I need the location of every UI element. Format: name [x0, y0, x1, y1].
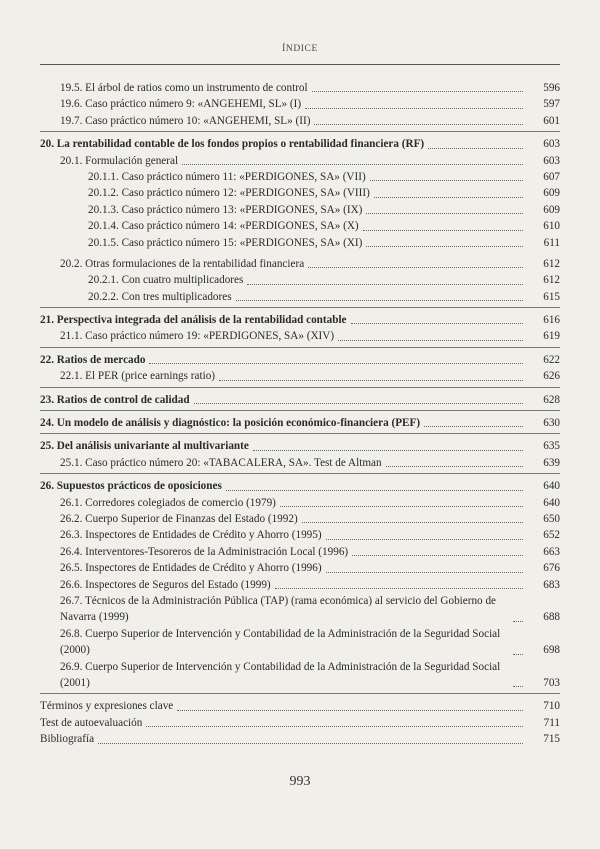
section-separator [40, 347, 560, 348]
toc-entry[interactable] [40, 392, 560, 408]
toc-entry[interactable] [40, 235, 560, 251]
toc-entry[interactable] [40, 352, 560, 368]
toc-entry-page: 640 [543, 480, 560, 493]
toc-entry-title: 21. Perspectiva integrada del análisis de la rentabilidad contable [40, 314, 347, 327]
toc-entry-title: 26.3. Inspectores de Entidades de Crédito y Ahorro (1995) [60, 529, 322, 542]
toc-entry-page: 650 [543, 512, 560, 525]
toc-entry-title: 24. Un modelo de análisis y diagnóstico: la posición económico-financiera (PEF) [40, 417, 421, 430]
dot-leader [247, 284, 523, 285]
dot-leader [98, 743, 523, 744]
dot-leader [351, 323, 523, 324]
dot-leader [370, 180, 523, 181]
toc-entry-title: 20. La rentabilidad contable de los fondos propios o rentabilidad financiera (RF) [40, 138, 425, 151]
section-separator [40, 473, 560, 474]
toc-entry[interactable] [40, 328, 560, 344]
toc-entry[interactable] [40, 560, 560, 576]
toc-entry-page: 688 [543, 611, 560, 624]
dot-leader [338, 340, 523, 341]
section-separator [40, 307, 560, 308]
toc-entry[interactable] [40, 415, 560, 431]
toc-entry[interactable] [40, 731, 560, 747]
toc-entry-page: 640 [543, 496, 560, 509]
dot-leader [513, 686, 523, 687]
toc-entry-title: 25.1. Caso práctico número 20: «TABACALERA, SA». Test de Altman [60, 456, 382, 469]
toc-entry[interactable] [40, 80, 560, 96]
dot-leader [366, 246, 523, 247]
toc-entry[interactable] [40, 218, 560, 234]
dot-leader [308, 267, 523, 268]
dot-leader [302, 522, 523, 523]
toc-entry-title: 26. Supuestos prácticos de oposiciones [40, 480, 222, 493]
toc-entry[interactable] [40, 438, 560, 454]
toc-entry[interactable] [40, 715, 560, 731]
toc-entry-title: 19.5. El árbol de ratios como un instrumento de control [60, 81, 308, 94]
toc-entry[interactable] [40, 96, 560, 112]
toc-entry[interactable] [40, 455, 560, 471]
toc-entry-title: 20.1. Formulación general [60, 154, 179, 167]
toc-entry-title: 25. Del análisis univariante al multivariante [40, 440, 249, 453]
toc-entry-page: 610 [543, 220, 560, 233]
dot-leader [326, 572, 523, 573]
toc-entry-page: 609 [543, 203, 560, 216]
toc-entry[interactable] [40, 113, 560, 129]
toc-entry-page: 711 [543, 716, 560, 729]
section-separator [40, 410, 560, 411]
toc-entry-title: 26.1. Corredores colegiados de comercio (1979) [60, 496, 276, 509]
section-separator [40, 433, 560, 434]
toc-entry-page: 596 [543, 81, 560, 94]
toc-entry-page: 611 [543, 236, 560, 249]
dot-leader [374, 197, 523, 198]
section-separator [40, 131, 560, 132]
toc-entry-title: 21.1. Caso práctico número 19: «PERDIGONES, SA» (XIV) [60, 330, 335, 343]
toc-entry-title: 26.6. Inspectores de Seguros del Estado (1999) [60, 578, 271, 591]
toc-entry-title: 26.9. Cuerpo Superior de Intervención y Contabilidad de la Administración de la Seguridad Social (2001) [60, 660, 501, 689]
dot-leader [314, 124, 523, 125]
toc-entry[interactable] [40, 577, 560, 593]
toc-entry-title: 26.8. Cuerpo Superior de Intervención y Contabilidad de la Administración de la Seguridad Social (2000) [60, 627, 501, 657]
toc-entry[interactable] [40, 478, 560, 494]
section-separator [40, 387, 560, 388]
toc-entry[interactable] [40, 527, 560, 543]
toc-entry[interactable] [40, 272, 560, 288]
toc-entry-title: 20.2.1. Con cuatro multiplicadores [88, 274, 244, 287]
toc-entry-page: 612 [543, 274, 560, 287]
dot-leader [280, 506, 523, 507]
toc-entry-title: 20.2. Otras formulaciones de la rentabilidad financiera [60, 257, 305, 270]
toc-entry-page: 630 [543, 417, 560, 430]
toc-entry-page: 628 [543, 393, 560, 406]
toc-entry[interactable] [40, 495, 560, 511]
dot-leader [326, 539, 523, 540]
dot-leader [366, 213, 523, 214]
toc-entry-title: 20.1.3. Caso práctico número 13: «PERDIGONES, SA» (IX) [88, 203, 363, 216]
dot-leader [177, 710, 523, 711]
dot-leader [275, 588, 523, 589]
dot-leader [236, 300, 523, 301]
toc-entry[interactable] [40, 153, 560, 169]
toc-entry-page: 622 [543, 353, 560, 366]
toc-entry-title: 23. Ratios de control de calidad [40, 393, 190, 406]
toc-entry[interactable] [40, 544, 560, 560]
toc-entry-title: 26.5. Inspectores de Entidades de Crédito y Ahorro (1996) [60, 562, 322, 575]
toc-entry[interactable] [40, 698, 560, 714]
dot-leader [305, 108, 523, 109]
toc-entry-page: 612 [543, 257, 560, 270]
toc-entry-page: 603 [543, 154, 560, 167]
toc-entry-page: 715 [543, 733, 560, 746]
dot-leader [363, 230, 523, 231]
toc-entry-title: 19.6. Caso práctico número 9: «ANGEHEMI, SL» (I) [60, 98, 302, 111]
toc-entry-title: Bibliografía [40, 733, 95, 746]
toc-entry[interactable] [40, 659, 560, 692]
dot-leader [352, 555, 523, 556]
toc-entry-page: 663 [543, 545, 560, 558]
toc-entry-title: 20.1.5. Caso práctico número 15: «PERDIGONES, SA» (XI) [88, 236, 363, 249]
toc-entry-page: 635 [543, 440, 560, 453]
dot-leader [428, 148, 523, 149]
toc-entry-title: 26.2. Cuerpo Superior de Finanzas del Estado (1992) [60, 512, 298, 525]
toc-entry-title: 26.4. Interventores-Tesoreros de la Administración Local (1996) [60, 545, 349, 558]
running-head: ÍNDICE [282, 44, 318, 54]
toc-entry-page: 609 [543, 187, 560, 200]
dot-leader [149, 363, 523, 364]
toc-entry-title: 20.1.4. Caso práctico número 14: «PERDIGONES, SA» (X) [88, 220, 359, 233]
section-separator [40, 693, 560, 694]
toc-entry-page: 626 [543, 370, 560, 383]
toc-entry[interactable] [40, 312, 560, 328]
toc-entry-title: Términos y expresiones clave [40, 700, 174, 713]
toc-entry-title: 20.2.2. Con tres multiplicadores [88, 290, 232, 303]
toc-entry-page: 597 [543, 98, 560, 111]
toc-entry-title: Test de autoevaluación [40, 716, 143, 729]
toc-entry-page: 603 [543, 138, 560, 151]
dot-leader [194, 403, 523, 404]
header-rule [40, 64, 560, 65]
toc-entry-page: 615 [543, 290, 560, 303]
dot-leader [424, 426, 523, 427]
toc-entry-title: 20.1.2. Caso práctico número 12: «PERDIGONES, SA» (VIII) [88, 187, 370, 200]
dot-leader [182, 164, 523, 165]
dot-leader [219, 380, 523, 381]
toc-entry-page: 619 [543, 330, 560, 343]
toc-entry-page: 639 [543, 456, 560, 469]
toc-entry-page: 710 [543, 700, 560, 713]
toc-entry-page: 601 [543, 114, 560, 127]
toc-entry[interactable] [40, 511, 560, 527]
toc-entry[interactable] [40, 185, 560, 201]
dot-leader [386, 466, 523, 467]
toc-entry-title: 22.1. El PER (price earnings ratio) [60, 370, 216, 383]
toc-entry[interactable] [40, 593, 560, 626]
toc-entry-page: 698 [543, 644, 560, 657]
toc-entry[interactable] [40, 202, 560, 218]
toc-entry-page: 652 [543, 529, 560, 542]
dot-leader [226, 490, 523, 491]
toc-entry[interactable] [40, 169, 560, 185]
toc-entry[interactable] [40, 368, 560, 384]
toc-entry-title: 26.7. Técnicos de la Administración Pública (TAP) (rama económica) al servicio del Gobierno de Navarra (1999) [60, 594, 497, 624]
toc-entry[interactable] [40, 136, 560, 152]
toc-entry-page: 616 [543, 314, 560, 327]
toc-entry[interactable] [40, 626, 560, 659]
dot-leader [312, 91, 523, 92]
dot-leader [513, 654, 523, 655]
toc-entry-page: 703 [543, 676, 560, 689]
toc-entry[interactable] [40, 289, 560, 305]
dot-leader [253, 450, 523, 451]
page-number: 993 [289, 774, 311, 789]
toc-entry-title: 22. Ratios de mercado [40, 353, 146, 366]
toc-entry-page: 607 [543, 170, 560, 183]
toc-entry[interactable] [40, 256, 560, 272]
toc-entry-title: 20.1.1. Caso práctico número 11: «PERDIGONES, SA» (VII) [88, 170, 366, 183]
dot-leader [513, 621, 523, 622]
toc-entry-page: 683 [543, 578, 560, 591]
toc-entry-title: 19.7. Caso práctico número 10: «ANGEHEMI, SL» (II) [60, 114, 311, 127]
toc-entry-page: 676 [543, 562, 560, 575]
table-of-contents [40, 80, 560, 748]
dot-leader [146, 726, 523, 727]
